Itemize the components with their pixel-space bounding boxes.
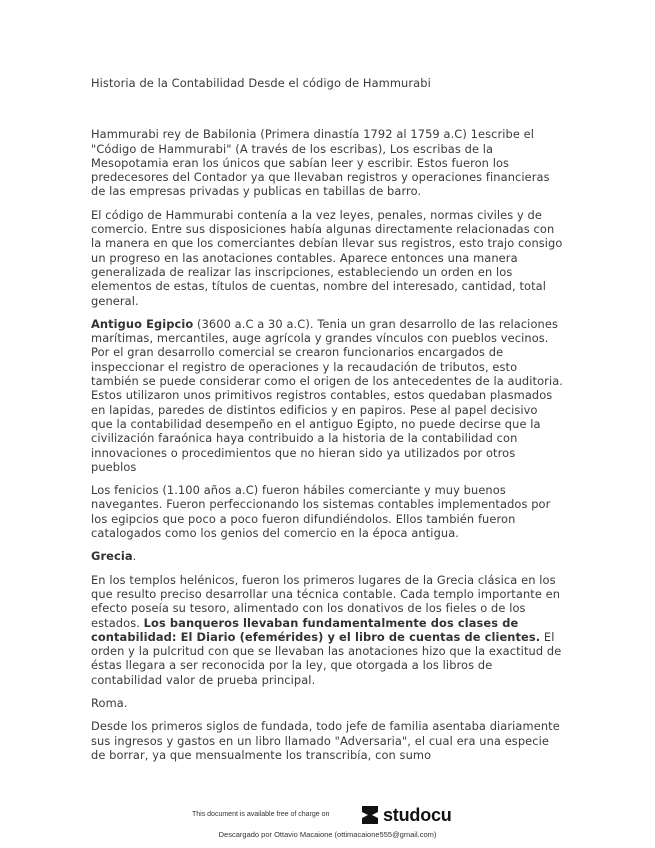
footer <box>0 800 655 848</box>
studocu-logo-icon <box>358 803 382 827</box>
paragraph-egipto <box>91 317 563 474</box>
egipto-text: (3600 a.C a 30 a.C). Tenia un gran desarrollo de las relaciones marítimas, mercantiles, auge agrícola y grandes vínculos con pueblos vecinos. Por el gran desarrollo comercial se crearon funcionarios encargados de inspeccionar el registro de operaciones y la recaudación de tributos, esto también se puede considerar como el origen de los antecedentes de la auditoria. Estos utilizaron unos primitivos registros contables, estos quedaban plasmados en lapidas, paredes de distintos edificios y en papiros. Pese al papel decisivo que la contabilidad desempeño en el antiguo Egipto, no puede decirse que la civilización faraónica haya contribuido a la historia de la contabilidad con innovaciones o procedimientos que no hieran sido ya utilizados por otros pueblos <box>91 316 564 474</box>
brand-name: studocu <box>383 804 452 825</box>
paragraph-grecia <box>91 573 563 687</box>
grecia-text-b: El orden y la pulcritud con que se llevaban las anotaciones hizo que la exactitud de éstas llegara a ser reconocida por la ley, que otorgada a los libros de contabilidad valor de prueba principal. <box>91 629 562 687</box>
heading-antiguo-egipcio: Antiguo Egipcio <box>91 316 194 331</box>
grecia-dot: . <box>132 549 137 564</box>
studocu-logo[interactable] <box>358 803 452 827</box>
paragraph-fenicios: Los fenicios (1.100 años a.C) fueron hábiles comerciante y muy buenos navegantes. Fueron perfeccionando los sistemas contables implementados por los egipcios que poco a poco fueron difundiéndolos. Ellos también fueron catalogados como los genios del comercio en la época antigua. <box>91 483 551 541</box>
document-title: Historia de la Contabilidad Desde el código de Hammurabi <box>91 76 431 90</box>
availability-note: This document is available free of charge on <box>192 811 330 818</box>
download-note: Descargado por Ottavio Macaione (ottimacaione555@gmail.com) <box>218 830 437 839</box>
paragraph-roma: Desde los primeros siglos de fundada, todo jefe de familia asentaba diariamente sus ingresos y gastos en un libro llamado "Adversaria", el cual era una especie de borrar, ya que mensualmente los transcribía, con sumo <box>91 719 560 762</box>
heading-roma: Roma. <box>91 695 128 710</box>
document-page <box>91 76 563 771</box>
heading-grecia: Grecia <box>91 549 133 564</box>
section-grecia <box>91 549 563 563</box>
paragraph-codigo: El código de Hammurabi contenía a la vez leyes, penales, normas civiles y de comercio. Entre sus disposiciones había algunas directamente relacionadas con la manera en que los comerciantes debían llevar sus registros, esto trajo consigo un progreso en las anotaciones contables. Aparece entonces una manera generalizada de realizar las inscripciones, estableciendo un orden en los elementos de estas, títulos de cuentas, nombre del interesado, cantidad, total general. <box>91 207 563 308</box>
grecia-text-a: En los templos helénicos, fueron los primeros lugares de la Grecia clásica en los que resulto preciso desarrollar una técnica contable. Cada templo importante en efecto poseía su tesoro, alimentado con los donativos de los fieles o de los estados. <box>91 572 561 630</box>
paragraph-hammurabi: Hammurabi rey de Babilonia (Primera dinastía 1792 al 1759 a.C) 1escribe el "Código de Hammurabi" (A través de los escribas), Los escribas de la Mesopotamia eran los únicos que sabían leer y escribir. Estos fueron los predecesores del Contador ya que llevaban registros y operaciones financieras de las empresas privadas y publicas en tabillas de barro. <box>91 127 550 199</box>
grecia-bold-text: Los banqueros llevaban fundamentalmente dos clases de contabilidad: El Diario (efemérides) y el libro de cuentas de clientes. <box>91 615 541 644</box>
